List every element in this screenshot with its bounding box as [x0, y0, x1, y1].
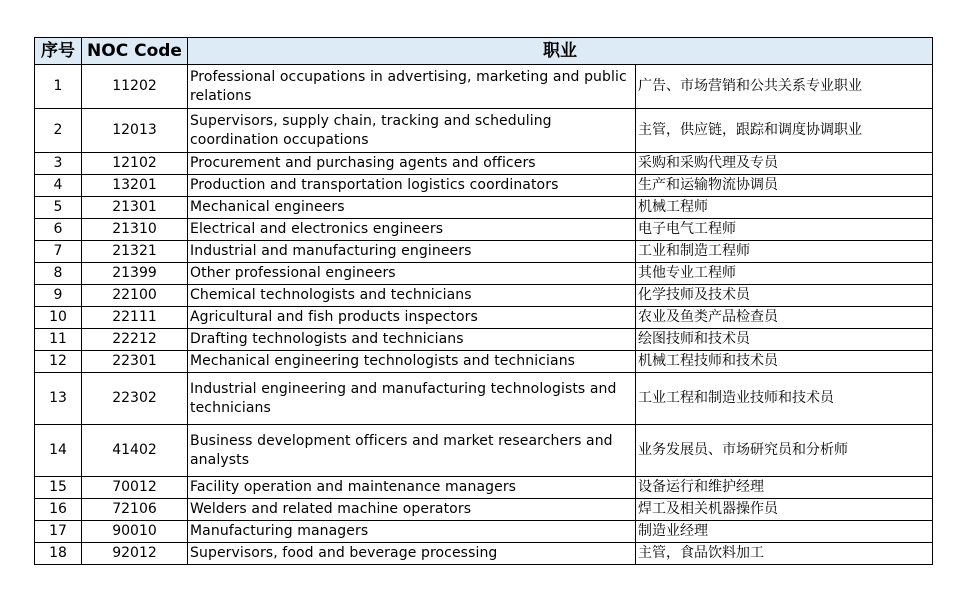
cell-seq[interactable]: 11 [35, 329, 82, 351]
cell-occupation-zh[interactable]: 机械工程师 [636, 197, 933, 219]
cell-noc-code[interactable]: 22100 [82, 285, 188, 307]
table-row [35, 329, 933, 351]
cell-noc-code[interactable]: 72106 [82, 499, 188, 521]
cell-seq[interactable]: 8 [35, 263, 82, 285]
cell-occupation-en[interactable]: Other professional engineers [188, 263, 636, 285]
cell-occupation-zh[interactable]: 其他专业工程师 [636, 263, 933, 285]
cell-occupation-zh[interactable]: 绘图技师和技术员 [636, 329, 933, 351]
cell-seq[interactable]: 9 [35, 285, 82, 307]
noc-occupation-table [34, 37, 933, 565]
table-row [35, 153, 933, 175]
cell-occupation-zh[interactable]: 主管，食品饮料加工 [636, 543, 933, 565]
cell-seq[interactable]: 13 [35, 373, 82, 425]
cell-seq[interactable]: 5 [35, 197, 82, 219]
cell-occupation-zh[interactable]: 电子电气工程师 [636, 219, 933, 241]
cell-noc-code[interactable]: 70012 [82, 477, 188, 499]
cell-noc-code[interactable]: 21321 [82, 241, 188, 263]
cell-occupation-zh[interactable]: 采购和采购代理及专员 [636, 153, 933, 175]
noc-occupation-table-container [34, 37, 932, 565]
table-row [35, 425, 933, 477]
table-row [35, 263, 933, 285]
table-row [35, 373, 933, 425]
cell-occupation-en[interactable]: Mechanical engineering technologists and technicians [188, 351, 636, 373]
table-row [35, 197, 933, 219]
cell-seq[interactable]: 18 [35, 543, 82, 565]
cell-occupation-zh[interactable]: 制造业经理 [636, 521, 933, 543]
table-row [35, 109, 933, 153]
cell-noc-code[interactable]: 21310 [82, 219, 188, 241]
cell-seq[interactable]: 7 [35, 241, 82, 263]
cell-occupation-zh[interactable]: 广告、市场营销和公共关系专业职业 [636, 65, 933, 109]
cell-seq[interactable]: 12 [35, 351, 82, 373]
cell-occupation-zh[interactable]: 工业工程和制造业技师和技术员 [636, 373, 933, 425]
cell-occupation-en[interactable]: Facility operation and maintenance managers [188, 477, 636, 499]
table-row [35, 175, 933, 197]
cell-occupation-en[interactable]: Drafting technologists and technicians [188, 329, 636, 351]
table-row [35, 65, 933, 109]
table-row [35, 499, 933, 521]
cell-occupation-zh[interactable]: 主管，供应链，跟踪和调度协调职业 [636, 109, 933, 153]
cell-seq[interactable]: 16 [35, 499, 82, 521]
cell-occupation-en[interactable]: Procurement and purchasing agents and officers [188, 153, 636, 175]
cell-noc-code[interactable]: 22111 [82, 307, 188, 329]
header-seq[interactable]: 序号 [35, 38, 82, 65]
cell-noc-code[interactable]: 12013 [82, 109, 188, 153]
cell-occupation-en[interactable]: Industrial engineering and manufacturing technologists and technicians [188, 373, 636, 425]
table-row [35, 285, 933, 307]
header-occupation[interactable]: 职业 [188, 38, 933, 65]
table-row [35, 219, 933, 241]
cell-occupation-zh[interactable]: 工业和制造工程师 [636, 241, 933, 263]
table-row [35, 543, 933, 565]
cell-occupation-zh[interactable]: 设备运行和维护经理 [636, 477, 933, 499]
cell-noc-code[interactable]: 21399 [82, 263, 188, 285]
cell-occupation-en[interactable]: Mechanical engineers [188, 197, 636, 219]
cell-occupation-en[interactable]: Supervisors, supply chain, tracking and scheduling coordination occupations [188, 109, 636, 153]
table-row [35, 521, 933, 543]
cell-noc-code[interactable]: 92012 [82, 543, 188, 565]
cell-noc-code[interactable]: 22301 [82, 351, 188, 373]
cell-noc-code[interactable]: 22302 [82, 373, 188, 425]
cell-occupation-en[interactable]: Agricultural and fish products inspectors [188, 307, 636, 329]
cell-occupation-en[interactable]: Business development officers and market researchers and analysts [188, 425, 636, 477]
cell-occupation-en[interactable]: Production and transportation logistics coordinators [188, 175, 636, 197]
cell-seq[interactable]: 3 [35, 153, 82, 175]
cell-occupation-zh[interactable]: 机械工程技师和技术员 [636, 351, 933, 373]
cell-noc-code[interactable]: 21301 [82, 197, 188, 219]
table-row [35, 241, 933, 263]
cell-seq[interactable]: 6 [35, 219, 82, 241]
cell-occupation-en[interactable]: Professional occupations in advertising, marketing and public relations [188, 65, 636, 109]
table-row [35, 351, 933, 373]
cell-occupation-zh[interactable]: 焊工及相关机器操作员 [636, 499, 933, 521]
table-header-row [35, 38, 933, 65]
cell-seq[interactable]: 10 [35, 307, 82, 329]
cell-noc-code[interactable]: 11202 [82, 65, 188, 109]
cell-occupation-zh[interactable]: 农业及鱼类产品检查员 [636, 307, 933, 329]
cell-occupation-en[interactable]: Electrical and electronics engineers [188, 219, 636, 241]
cell-occupation-zh[interactable]: 业务发展员、市场研究员和分析师 [636, 425, 933, 477]
table-row [35, 307, 933, 329]
cell-seq[interactable]: 17 [35, 521, 82, 543]
cell-occupation-en[interactable]: Manufacturing managers [188, 521, 636, 543]
cell-occupation-en[interactable]: Chemical technologists and technicians [188, 285, 636, 307]
header-noc-code[interactable]: NOC Code [82, 38, 188, 65]
cell-seq[interactable]: 15 [35, 477, 82, 499]
cell-seq[interactable]: 14 [35, 425, 82, 477]
cell-noc-code[interactable]: 13201 [82, 175, 188, 197]
cell-seq[interactable]: 4 [35, 175, 82, 197]
table-body [35, 65, 933, 565]
cell-seq[interactable]: 2 [35, 109, 82, 153]
cell-seq[interactable]: 1 [35, 65, 82, 109]
cell-occupation-zh[interactable]: 化学技师及技术员 [636, 285, 933, 307]
cell-occupation-en[interactable]: Welders and related machine operators [188, 499, 636, 521]
cell-noc-code[interactable]: 12102 [82, 153, 188, 175]
cell-occupation-en[interactable]: Supervisors, food and beverage processing [188, 543, 636, 565]
cell-noc-code[interactable]: 22212 [82, 329, 188, 351]
cell-noc-code[interactable]: 41402 [82, 425, 188, 477]
cell-occupation-zh[interactable]: 生产和运输物流协调员 [636, 175, 933, 197]
table-row [35, 477, 933, 499]
cell-noc-code[interactable]: 90010 [82, 521, 188, 543]
cell-occupation-en[interactable]: Industrial and manufacturing engineers [188, 241, 636, 263]
